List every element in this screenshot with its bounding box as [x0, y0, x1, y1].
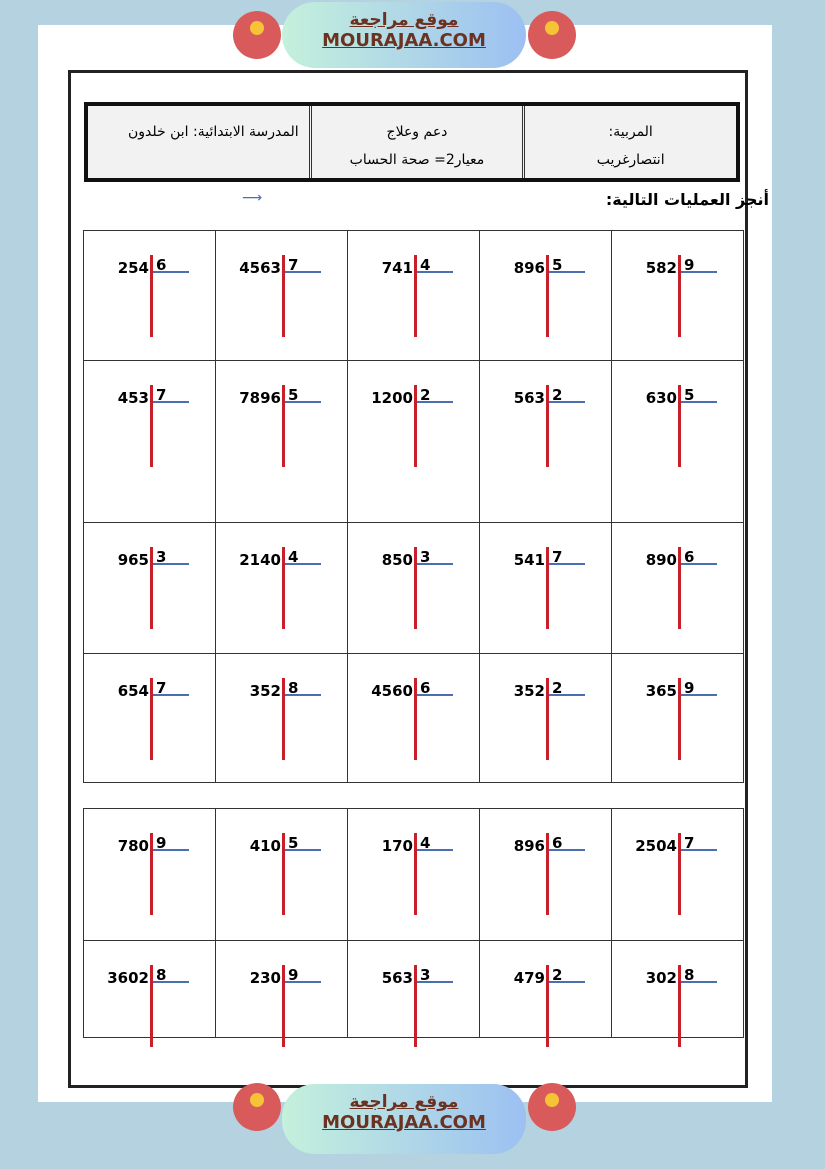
divisor: 5 [684, 386, 695, 404]
division-cell[interactable] [480, 523, 612, 654]
dividend: 850 [381, 551, 413, 569]
divisor: 8 [156, 966, 167, 984]
site-banner-bottom[interactable] [282, 1084, 526, 1154]
divisor: 5 [552, 256, 563, 274]
division-table-2 [83, 808, 744, 1038]
divisor: 2 [552, 966, 563, 984]
division-cell[interactable] [84, 231, 216, 361]
dividend: 302 [645, 969, 677, 987]
division-bar-vertical [282, 965, 285, 1047]
dividend: 965 [117, 551, 149, 569]
site-banner-top[interactable] [282, 2, 526, 68]
divisor: 2 [420, 386, 431, 404]
division-cell[interactable] [348, 654, 480, 783]
division-bar-vertical [414, 833, 417, 915]
divisor: 7 [156, 679, 167, 697]
division-bar-vertical [414, 965, 417, 1047]
dividend: 352 [513, 682, 545, 700]
divisor: 2 [552, 679, 563, 697]
divisor: 9 [684, 256, 695, 274]
division-bar-vertical [150, 255, 153, 337]
dividend: 541 [513, 551, 545, 569]
dividend: 453 [117, 389, 149, 407]
division-bar-vertical [150, 678, 153, 760]
division-cell[interactable] [612, 654, 744, 783]
division-bar-vertical [150, 833, 153, 915]
divisor: 3 [420, 548, 431, 566]
divisor: 7 [684, 834, 695, 852]
table-row [84, 809, 744, 941]
division-cell[interactable] [84, 523, 216, 654]
dividend: 2504 [635, 837, 677, 855]
division-cell[interactable] [348, 523, 480, 654]
header-table [84, 102, 740, 182]
divisor: 6 [684, 548, 695, 566]
division-bar-vertical [546, 678, 549, 760]
division-bar-vertical [414, 385, 417, 467]
table-row [84, 523, 744, 654]
divisor: 6 [420, 679, 431, 697]
dividend: 780 [117, 837, 149, 855]
division-bar-vertical [414, 255, 417, 337]
divisor: 9 [288, 966, 299, 984]
dividend: 4563 [239, 259, 281, 277]
logo-icon [233, 1083, 281, 1131]
teacher-label: المربية: [608, 124, 653, 140]
division-cell[interactable] [84, 809, 216, 941]
dividend: 654 [117, 682, 149, 700]
divisor: 7 [156, 386, 167, 404]
site-name-ar: موقع مراجعة [349, 10, 459, 30]
teacher-name: انتصارغريب [596, 152, 665, 168]
division-bar-vertical [150, 965, 153, 1047]
divisor: 9 [156, 834, 167, 852]
dividend: 7896 [239, 389, 281, 407]
division-cell[interactable] [84, 361, 216, 523]
subject: دعم وعلاج [386, 124, 448, 140]
division-bar-vertical [678, 255, 681, 337]
division-cell[interactable] [216, 361, 348, 523]
table-row [84, 941, 744, 1038]
divisor: 7 [288, 256, 299, 274]
dividend: 352 [249, 682, 281, 700]
division-cell[interactable] [612, 941, 744, 1038]
division-bar-vertical [546, 385, 549, 467]
divisor: 8 [288, 679, 299, 697]
logo-icon [528, 1083, 576, 1131]
division-bar-vertical [546, 833, 549, 915]
school-name: المدرسة الابتدائية: ابن خلدون [128, 124, 299, 140]
table-row [84, 231, 744, 361]
school-cell [88, 106, 309, 178]
dividend: 896 [513, 259, 545, 277]
divisor: 6 [156, 256, 167, 274]
dividend: 1200 [371, 389, 413, 407]
dividend: 563 [381, 969, 413, 987]
division-bar-vertical [546, 547, 549, 629]
dividend: 563 [513, 389, 545, 407]
divisor: 2 [552, 386, 563, 404]
table-row [84, 361, 744, 523]
division-cell[interactable] [84, 654, 216, 783]
division-cell[interactable] [216, 523, 348, 654]
dividend: 741 [381, 259, 413, 277]
divisor: 3 [420, 966, 431, 984]
division-cell[interactable] [480, 231, 612, 361]
division-bar-vertical [678, 965, 681, 1047]
dividend: 410 [249, 837, 281, 855]
division-bar-vertical [546, 965, 549, 1047]
division-bar-vertical [150, 547, 153, 629]
division-cell[interactable] [348, 941, 480, 1038]
dividend: 630 [645, 389, 677, 407]
division-bar-vertical [678, 547, 681, 629]
divisor: 3 [156, 548, 167, 566]
divisor: 5 [288, 834, 299, 852]
division-bar-vertical [282, 255, 285, 337]
divisor: 7 [552, 548, 563, 566]
arrow-right-icon: ⟶ [242, 190, 263, 206]
dividend: 2140 [239, 551, 281, 569]
division-cell[interactable] [216, 654, 348, 783]
divisor: 5 [288, 386, 299, 404]
dividend: 170 [381, 837, 413, 855]
dividend: 365 [645, 682, 677, 700]
division-bar-vertical [414, 678, 417, 760]
divisor: 4 [288, 548, 299, 566]
division-cell[interactable] [480, 809, 612, 941]
division-bar-vertical [678, 678, 681, 760]
division-cell[interactable] [480, 941, 612, 1038]
division-cell[interactable] [348, 809, 480, 941]
instruction: أنجز العمليات التالية: [605, 190, 769, 209]
subject-cell [309, 106, 523, 178]
division-bar-vertical [414, 547, 417, 629]
division-bar-vertical [282, 678, 285, 760]
division-cell[interactable] [612, 231, 744, 361]
logo-icon [233, 11, 281, 59]
division-cell[interactable] [348, 361, 480, 523]
dividend: 3602 [107, 969, 149, 987]
division-bar-vertical [546, 255, 549, 337]
division-bar-vertical [678, 833, 681, 915]
division-cell[interactable] [216, 941, 348, 1038]
logo-icon [528, 11, 576, 59]
divisor: 6 [552, 834, 563, 852]
division-bar-vertical [282, 833, 285, 915]
division-cell[interactable] [612, 361, 744, 523]
dividend: 582 [645, 259, 677, 277]
table-row [84, 654, 744, 783]
site-name-ar: موقع مراجعة [349, 1092, 459, 1112]
division-cell[interactable] [612, 809, 744, 941]
division-cell[interactable] [480, 654, 612, 783]
dividend: 254 [117, 259, 149, 277]
dividend: 890 [645, 551, 677, 569]
division-cell[interactable] [216, 231, 348, 361]
dividend: 896 [513, 837, 545, 855]
divisor: 4 [420, 256, 431, 274]
division-bar-vertical [282, 385, 285, 467]
division-cell[interactable] [216, 809, 348, 941]
dividend: 230 [249, 969, 281, 987]
division-bar-vertical [150, 385, 153, 467]
site-name-en: MOURAJAA.COM [322, 30, 486, 51]
dividend: 479 [513, 969, 545, 987]
division-cell[interactable] [612, 523, 744, 654]
division-bar-vertical [282, 547, 285, 629]
division-cell[interactable] [480, 361, 612, 523]
divisor: 8 [684, 966, 695, 984]
divisor: 4 [420, 834, 431, 852]
site-name-en: MOURAJAA.COM [322, 1112, 486, 1133]
division-table-1 [83, 230, 744, 783]
teacher-cell [522, 106, 736, 178]
division-bar-vertical [678, 385, 681, 467]
divisor: 9 [684, 679, 695, 697]
dividend: 4560 [371, 682, 413, 700]
criterion: معيار2= صحة الحساب [349, 152, 485, 168]
division-cell[interactable] [84, 941, 216, 1038]
division-cell[interactable] [348, 231, 480, 361]
